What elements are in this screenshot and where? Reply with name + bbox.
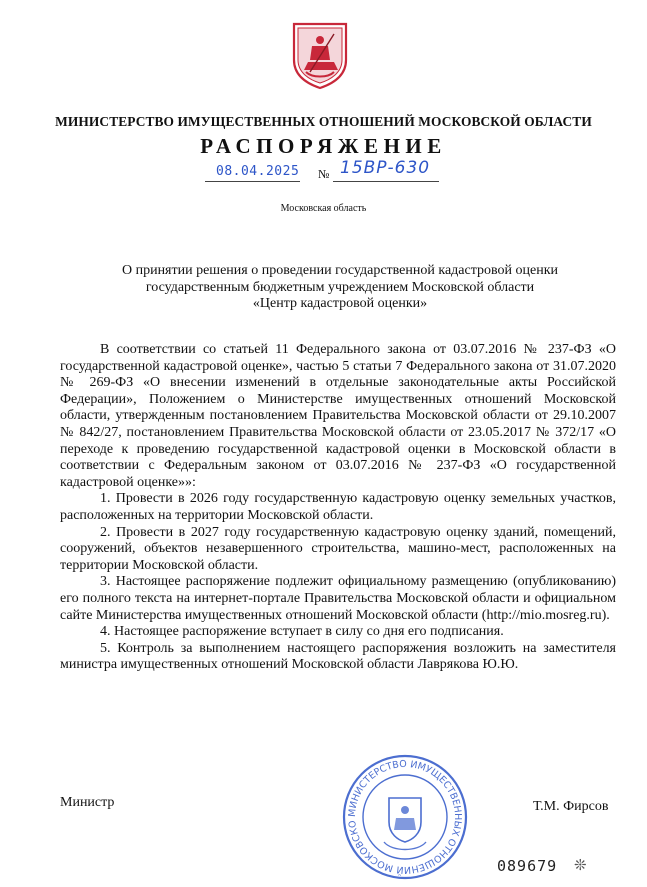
signer-title: Министр xyxy=(60,795,115,810)
document-number: 15ВР-630 xyxy=(340,158,431,178)
order-item: 3. Настоящее распоряжение подлежит официальному размещению (опубликованию) его полного текста на интернет-портале Правительства Московской области и официальном сайте Министерства имущественных отношений Московской области (http://mio.mosreg.ru). xyxy=(60,574,616,623)
order-item: 2. Провести в 2027 году государственную кадастровую оценку зданий, помещений, сооружений, объектов незавершенного строительства, машино-мест, расположенных на территории Московской области. xyxy=(60,524,616,573)
document-subject xyxy=(60,263,620,313)
document-type: РАСПОРЯЖЕНИЕ xyxy=(200,134,447,158)
official-seal-stamp xyxy=(340,752,470,882)
number-underline xyxy=(333,181,439,182)
order-item: 4. Настоящее распоряжение вступает в силу со дня его подписания. xyxy=(100,624,504,640)
snowflake-icon: ❊ xyxy=(574,858,587,874)
document-date: 08.04.2025 xyxy=(216,164,300,179)
signer-name: Т.М. Фирсов xyxy=(533,799,609,814)
form-serial-number: 089679 xyxy=(497,857,558,875)
coat-of-arms-emblem xyxy=(288,20,352,90)
date-underline xyxy=(205,181,300,182)
subject-line: государственным бюджетным учреждением Московской области xyxy=(145,279,535,295)
subject-line: О принятии решения о проведении государственной кадастровой оценки xyxy=(121,263,559,278)
seal-text: МИНИСТЕРСТВО ИМУЩЕСТВЕННЫХ ОТНОШЕНИЙ МОСКОВСКО xyxy=(346,758,464,876)
number-label: № xyxy=(318,167,330,181)
region-label: Московская область xyxy=(280,203,367,214)
ministry-name: МИНИСТЕРСТВО ИМУЩЕСТВЕННЫХ ОТНОШЕНИЙ МОСКОВСКОЙ ОБЛАСТИ xyxy=(55,114,592,129)
document-body xyxy=(60,342,616,674)
preamble-paragraph: В соответствии со статьей 11 Федерального закона от 03.07.2016 № 237-ФЗ «О государственной кадастровой оценке», частью 5 статьи 7 Федерального закона от 31.07.2020 № 269-ФЗ «О внесении изменений в отдельные законодательные акты Российской Федерации», Положением о Министерстве имущественных отношений Московской области, утвержденным постановлением Правительства Московской области от 29.10.2007 № 842/27, постановлением Правительства Московской области от 23.05.2017 № 372/17 «О переходе к проведению государственной кадастровой оценки в Московской области в соответствии с Федеральным законом от 03.07.2016 № 237-ФЗ «О государственной кадастровой оценке»»: xyxy=(60,342,616,490)
order-item: 1. Провести в 2026 году государственную кадастровую оценку земельных участков, расположенных на территории Московской области. xyxy=(60,491,616,523)
subject-line: «Центр кадастровой оценки» xyxy=(252,296,428,311)
order-item: 5. Контроль за выполнением настоящего распоряжения возложить на заместителя министра имущественных отношений Московской области Лаврякова Ю.Ю. xyxy=(60,640,616,673)
